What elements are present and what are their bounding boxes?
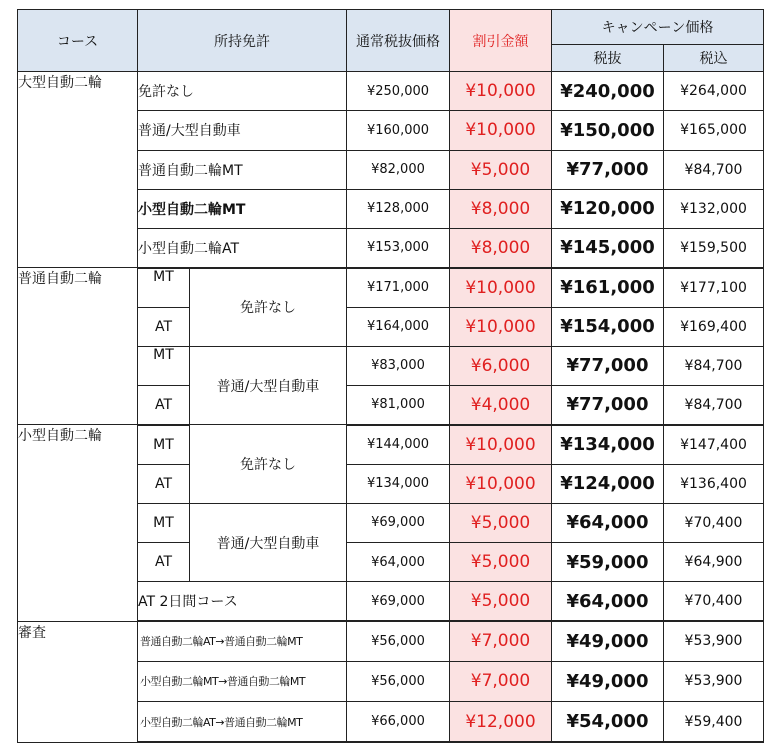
campaign-price-incl: ¥147,400 [664, 425, 764, 464]
regular-price: ¥128,000 [347, 189, 450, 228]
course-examination: 審査 [18, 621, 138, 742]
campaign-price-incl: ¥53,900 [664, 621, 764, 661]
discount-amount: ¥8,000 [450, 189, 552, 228]
campaign-price-incl: ¥84,700 [664, 346, 764, 385]
transmission-type: MT [138, 346, 190, 385]
regular-price: ¥69,000 [347, 582, 450, 621]
campaign-price-incl: ¥59,400 [664, 702, 764, 742]
discount-amount: ¥10,000 [450, 72, 552, 111]
campaign-price-excl: ¥77,000 [552, 150, 664, 189]
campaign-price-excl: ¥145,000 [552, 229, 664, 268]
regular-price: ¥250,000 [347, 72, 450, 111]
regular-price: ¥160,000 [347, 111, 450, 150]
regular-price: ¥144,000 [347, 425, 450, 464]
license-cell: 小型自動二輪MT [138, 189, 347, 228]
header-course: コース [18, 10, 138, 72]
regular-price: ¥82,000 [347, 150, 450, 189]
regular-price: ¥164,000 [347, 307, 450, 346]
campaign-price-incl: ¥84,700 [664, 150, 764, 189]
campaign-price-incl: ¥177,100 [664, 268, 764, 307]
transmission-type: MT [138, 268, 190, 307]
discount-amount: ¥4,000 [450, 386, 552, 425]
regular-price: ¥69,000 [347, 503, 450, 542]
campaign-price-table [17, 9, 764, 743]
header-campaign-price: キャンペーン価格 [552, 10, 764, 45]
transmission-type: AT [138, 386, 190, 425]
header-license: 所持免許 [138, 10, 347, 72]
campaign-price-excl: ¥154,000 [552, 307, 664, 346]
license-cell: 普通/大型自動車 [190, 346, 347, 425]
campaign-price-excl: ¥64,000 [552, 582, 664, 621]
discount-amount: ¥5,000 [450, 150, 552, 189]
discount-amount: ¥8,000 [450, 229, 552, 268]
regular-price: ¥134,000 [347, 464, 450, 503]
regular-price: ¥83,000 [347, 346, 450, 385]
license-cell: 免許なし [138, 72, 347, 111]
campaign-price-excl: ¥240,000 [552, 72, 664, 111]
transmission-type: AT [138, 543, 190, 582]
campaign-price-incl: ¥132,000 [664, 189, 764, 228]
header-regular-price: 通常税抜価格 [347, 10, 450, 72]
regular-price: ¥64,000 [347, 543, 450, 582]
license-cell: 普通自動二輪MT [138, 150, 347, 189]
license-cell: 免許なし [190, 425, 347, 504]
license-cell: 普通/大型自動車 [138, 111, 347, 150]
regular-price: ¥153,000 [347, 229, 450, 268]
campaign-price-incl: ¥159,500 [664, 229, 764, 268]
campaign-price-excl: ¥49,000 [552, 621, 664, 661]
discount-amount: ¥12,000 [450, 702, 552, 742]
campaign-price-incl: ¥136,400 [664, 464, 764, 503]
discount-amount: ¥7,000 [450, 621, 552, 661]
license-cell: 小型自動二輪MT→普通自動二輪MT [138, 661, 347, 701]
campaign-price-excl: ¥49,000 [552, 661, 664, 701]
transmission-type: AT [138, 307, 190, 346]
discount-amount: ¥10,000 [450, 111, 552, 150]
header-tax-excluded: 税抜 [552, 45, 664, 72]
discount-amount: ¥10,000 [450, 268, 552, 307]
license-cell: 免許なし [190, 268, 347, 347]
campaign-price-excl: ¥54,000 [552, 702, 664, 742]
header-tax-included: 税込 [664, 45, 764, 72]
license-cell: 普通/大型自動車 [190, 503, 347, 582]
campaign-price-incl: ¥70,400 [664, 582, 764, 621]
discount-amount: ¥5,000 [450, 543, 552, 582]
campaign-price-incl: ¥64,900 [664, 543, 764, 582]
campaign-price-excl: ¥134,000 [552, 425, 664, 464]
regular-price: ¥56,000 [347, 661, 450, 701]
campaign-price-incl: ¥84,700 [664, 386, 764, 425]
license-cell: 小型自動二輪AT [138, 229, 347, 268]
transmission-type: MT [138, 425, 190, 464]
campaign-price-incl: ¥53,900 [664, 661, 764, 701]
campaign-price-excl: ¥124,000 [552, 464, 664, 503]
regular-price: ¥81,000 [347, 386, 450, 425]
campaign-price-incl: ¥169,400 [664, 307, 764, 346]
discount-amount: ¥5,000 [450, 503, 552, 542]
course-small-motorcycle: 小型自動二輪 [18, 425, 138, 621]
discount-amount: ¥5,000 [450, 582, 552, 621]
campaign-price-excl: ¥120,000 [552, 189, 664, 228]
regular-price: ¥66,000 [347, 702, 450, 742]
campaign-price-incl: ¥264,000 [664, 72, 764, 111]
campaign-price-excl: ¥161,000 [552, 268, 664, 307]
regular-price: ¥56,000 [347, 621, 450, 661]
course-standard-motorcycle: 普通自動二輪 [18, 268, 138, 425]
license-cell: AT 2日間コース [138, 582, 347, 621]
license-cell: 小型自動二輪AT→普通自動二輪MT [138, 702, 347, 742]
discount-amount: ¥10,000 [450, 307, 552, 346]
header-discount: 割引金額 [450, 10, 552, 72]
license-cell: 普通自動二輪AT→普通自動二輪MT [138, 621, 347, 661]
discount-amount: ¥10,000 [450, 464, 552, 503]
campaign-price-excl: ¥77,000 [552, 386, 664, 425]
campaign-price-incl: ¥70,400 [664, 503, 764, 542]
regular-price: ¥171,000 [347, 268, 450, 307]
discount-amount: ¥10,000 [450, 425, 552, 464]
course-large-motorcycle: 大型自動二輪 [18, 72, 138, 268]
campaign-price-excl: ¥150,000 [552, 111, 664, 150]
transmission-type: MT [138, 503, 190, 542]
discount-amount: ¥7,000 [450, 661, 552, 701]
campaign-price-excl: ¥64,000 [552, 503, 664, 542]
campaign-price-excl: ¥59,000 [552, 543, 664, 582]
discount-amount: ¥6,000 [450, 346, 552, 385]
campaign-price-excl: ¥77,000 [552, 346, 664, 385]
transmission-type: AT [138, 464, 190, 503]
campaign-price-incl: ¥165,000 [664, 111, 764, 150]
